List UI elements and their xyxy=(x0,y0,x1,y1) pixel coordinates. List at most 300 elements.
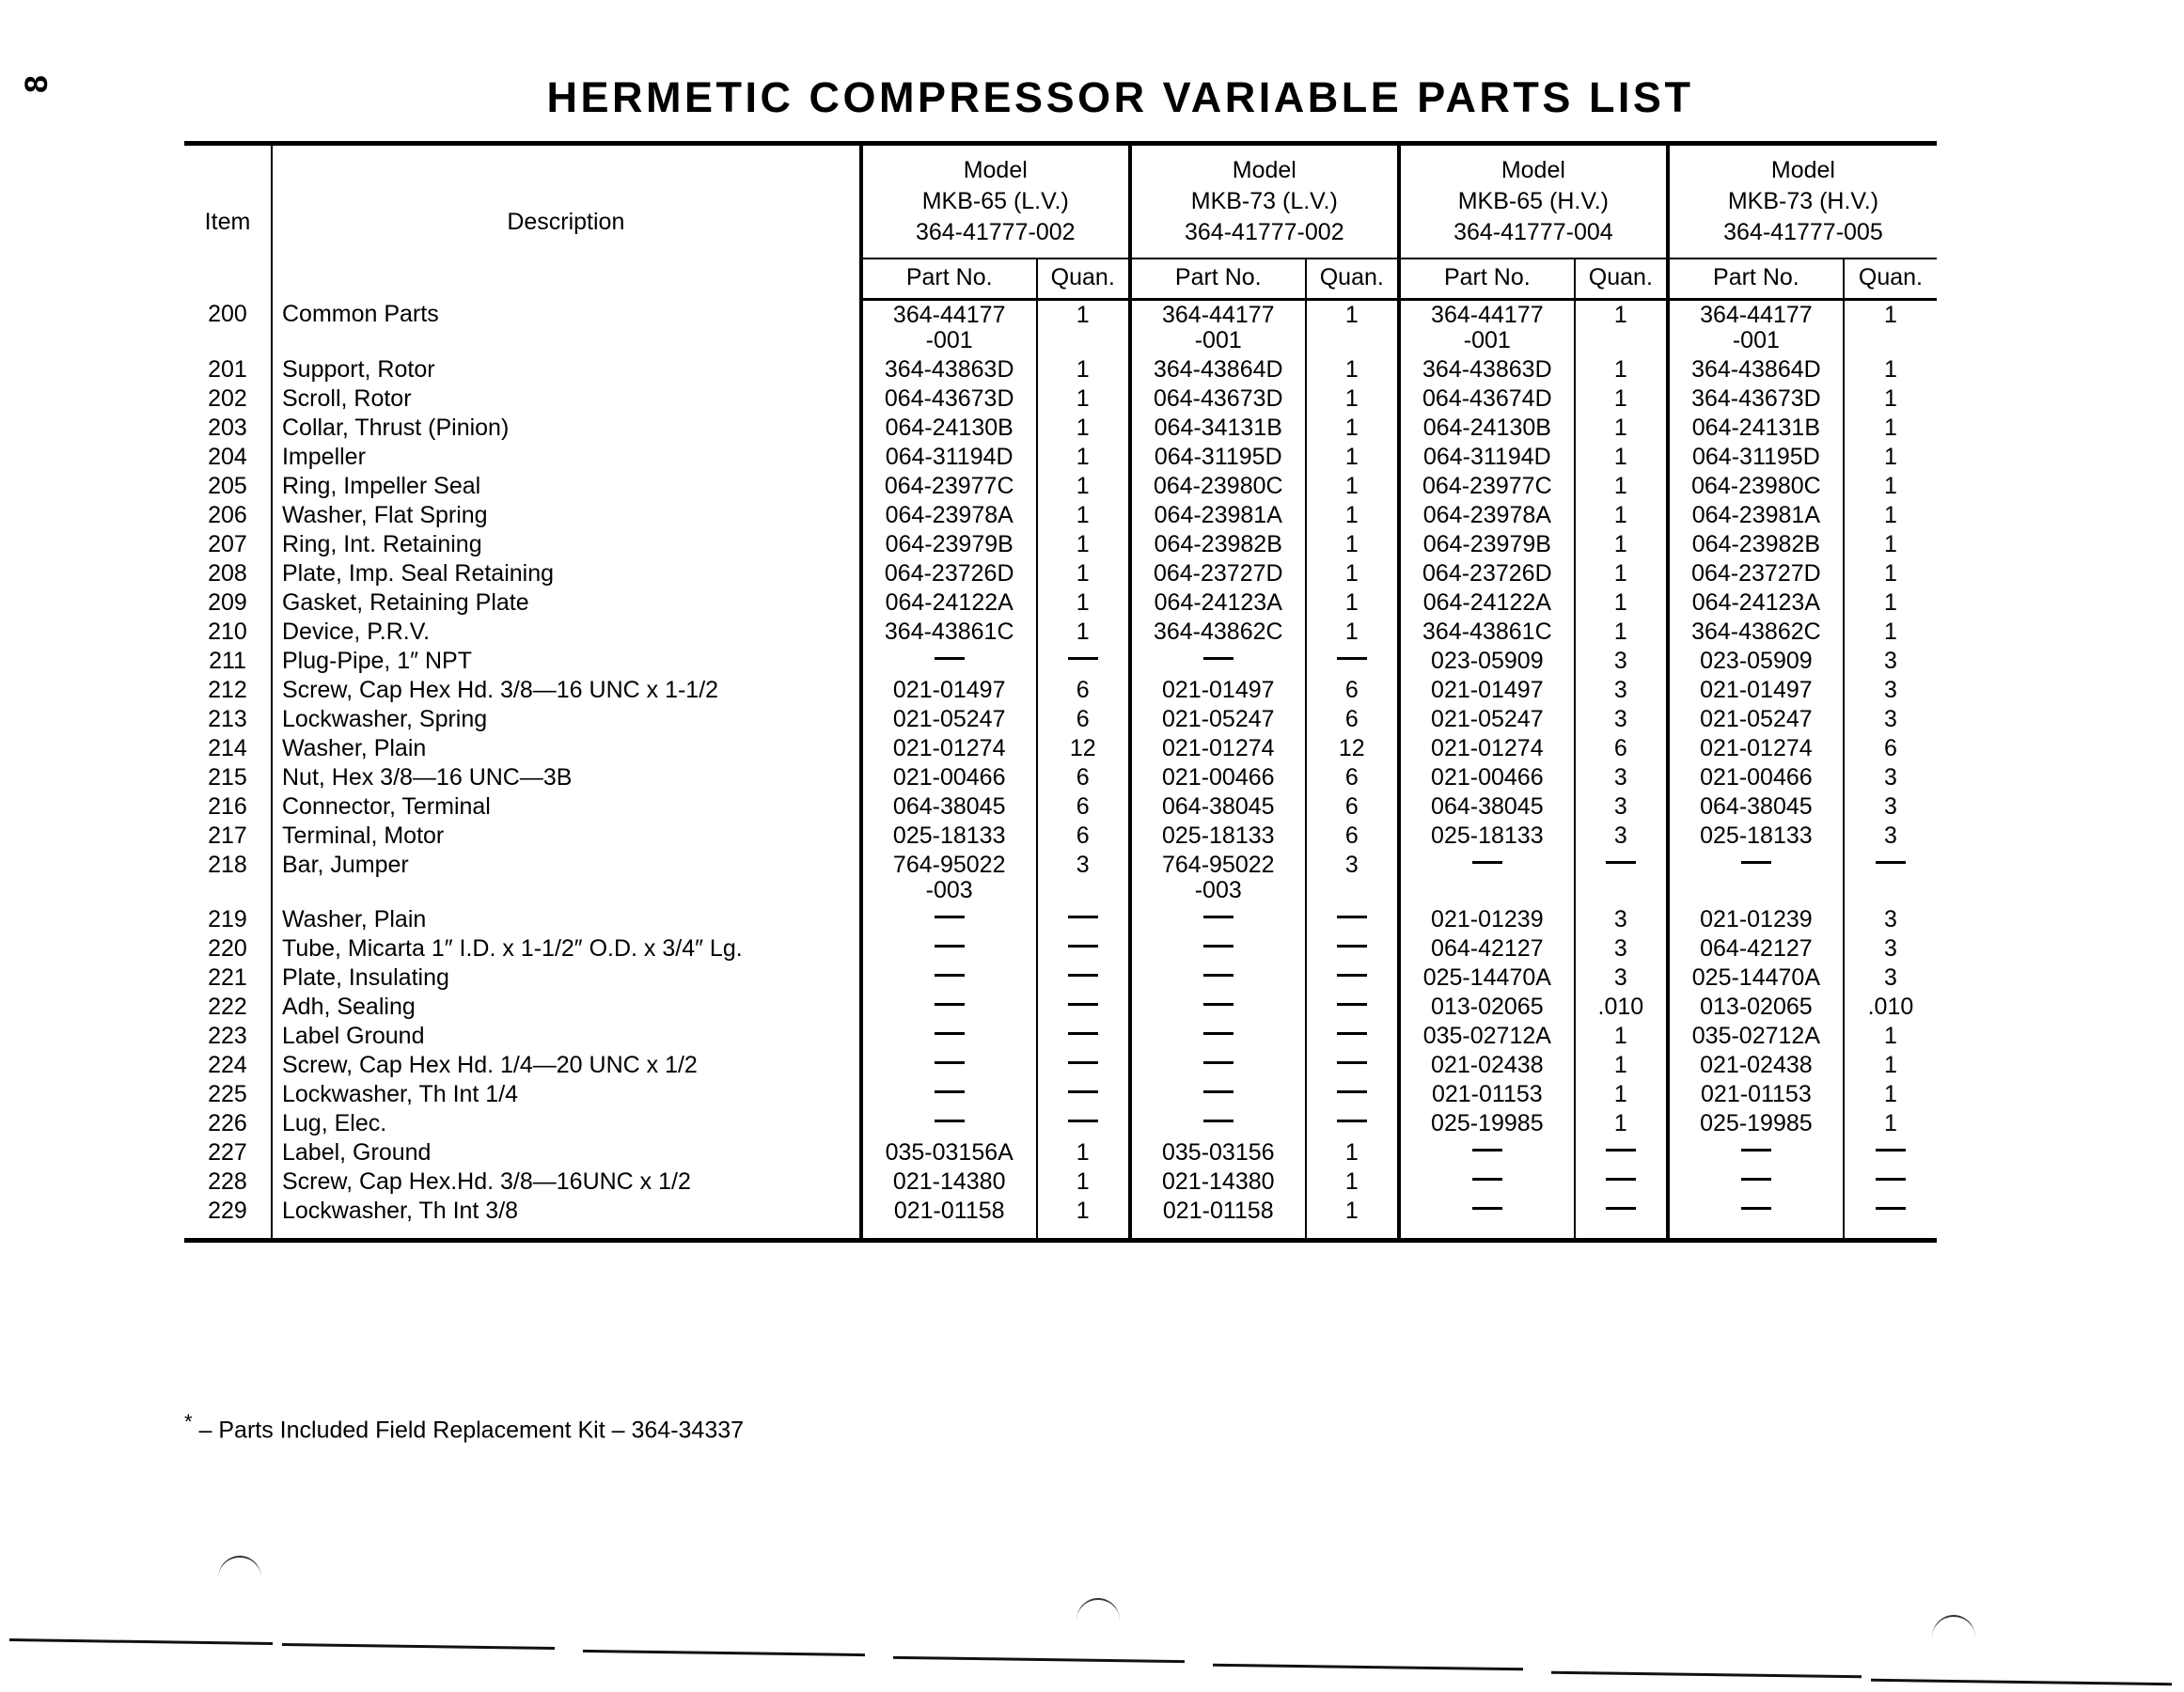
table-row xyxy=(184,1080,1937,1109)
cell-quantity xyxy=(1037,618,1130,647)
quantity: 1 xyxy=(1344,1168,1359,1195)
part-number: 064-31194D xyxy=(885,444,1013,470)
part-number: 025-14470A xyxy=(1691,964,1820,991)
part-number: 021-05247 xyxy=(1161,706,1275,732)
quantity: 6 xyxy=(1076,793,1090,820)
quantity: 1 xyxy=(1076,444,1090,470)
quantity: 1 xyxy=(1076,302,1090,328)
cell-item: 220 xyxy=(208,935,247,962)
empty-dash xyxy=(1068,916,1098,918)
cell-part-no xyxy=(1399,964,1575,993)
cell-item: 217 xyxy=(208,822,247,849)
cell-quantity xyxy=(1037,792,1130,822)
table-row xyxy=(184,443,1937,472)
cell-quantity xyxy=(1037,905,1130,934)
part-number: 364-43862C xyxy=(1691,619,1821,645)
quantity: 1 xyxy=(1613,302,1627,328)
part-number: 064-23726D xyxy=(884,560,1014,587)
empty-dash xyxy=(935,1032,965,1035)
part-number-continuation: -003 xyxy=(1194,877,1242,903)
cell-part-no xyxy=(861,588,1037,618)
quantity: .010 xyxy=(1597,994,1644,1020)
cell-part-no xyxy=(861,1167,1037,1197)
cell-quantity xyxy=(1306,1051,1399,1080)
cell-quantity xyxy=(1844,443,1937,472)
table-row xyxy=(184,1051,1937,1080)
quantity: 1 xyxy=(1344,302,1359,328)
empty-dash xyxy=(935,1061,965,1064)
cell-part-no xyxy=(1130,905,1306,934)
quantity: 1 xyxy=(1613,560,1627,587)
part-number: 064-23982B xyxy=(1154,531,1282,557)
part-number: 035-03156 xyxy=(1161,1139,1275,1166)
part-number: 064-23978A xyxy=(1422,502,1551,528)
cell-item: 223 xyxy=(208,1023,247,1049)
cell-quantity xyxy=(1306,647,1399,676)
cell-quantity xyxy=(1575,530,1668,559)
cell-quantity xyxy=(1306,1197,1399,1241)
cell-description: Lockwasher, Th Int 1/4 xyxy=(272,1080,861,1109)
cell-part-no xyxy=(1399,1197,1575,1241)
empty-dash xyxy=(1068,1090,1098,1093)
cell-quantity xyxy=(1306,851,1399,905)
cell-quantity xyxy=(1575,588,1668,618)
part-number: 035-02712A xyxy=(1691,1023,1820,1049)
cell-quantity xyxy=(1575,618,1668,647)
cell-quantity xyxy=(1306,559,1399,588)
cell-part-no xyxy=(1399,501,1575,530)
part-number: 021-14380 xyxy=(1161,1168,1275,1195)
cell-item: 224 xyxy=(208,1052,247,1078)
empty-dash xyxy=(1068,1120,1098,1122)
quantity: 6 xyxy=(1344,764,1359,791)
subheader-quan-4: Quan. xyxy=(1844,258,1937,300)
cell-part-no xyxy=(1130,355,1306,384)
table-row xyxy=(184,618,1937,647)
scan-artifact-line-7 xyxy=(1871,1679,2172,1685)
part-number: 021-00466 xyxy=(1700,764,1813,791)
empty-dash xyxy=(1472,1207,1502,1210)
cell-part-no xyxy=(1130,676,1306,705)
cell-item: 202 xyxy=(208,385,247,412)
cell-quantity xyxy=(1306,355,1399,384)
part-number: 021-01497 xyxy=(892,677,1006,703)
table-row xyxy=(184,934,1937,964)
quantity: 1 xyxy=(1613,1023,1627,1049)
scan-artifact-line-5 xyxy=(1213,1664,1523,1671)
cell-part-no xyxy=(1130,647,1306,676)
cell-part-no xyxy=(1130,822,1306,851)
quantity: 1 xyxy=(1344,531,1359,557)
empty-dash xyxy=(1606,1178,1636,1181)
cell-quantity xyxy=(1575,414,1668,443)
part-number: 021-00466 xyxy=(1161,764,1275,791)
cell-part-no xyxy=(1668,355,1844,384)
cell-quantity xyxy=(1844,300,1937,356)
cell-quantity xyxy=(1306,905,1399,934)
part-number: 013-02065 xyxy=(1700,994,1813,1020)
cell-quantity xyxy=(1844,530,1937,559)
cell-description: Scroll, Rotor xyxy=(272,384,861,414)
part-number: 364-43863D xyxy=(884,356,1014,383)
quantity: 3 xyxy=(1613,822,1627,849)
cell-quantity xyxy=(1037,414,1130,443)
cell-quantity xyxy=(1037,300,1130,356)
cell-quantity xyxy=(1575,705,1668,734)
table-row xyxy=(184,964,1937,993)
part-number: 021-01239 xyxy=(1700,906,1813,932)
part-number: 021-01153 xyxy=(1431,1081,1543,1107)
cell-quantity xyxy=(1575,676,1668,705)
quantity: 1 xyxy=(1883,356,1897,383)
cell-part-no xyxy=(1130,792,1306,822)
part-number: 064-31194D xyxy=(1422,444,1551,470)
cell-quantity xyxy=(1844,355,1937,384)
table-row xyxy=(184,414,1937,443)
cell-quantity xyxy=(1306,763,1399,792)
quantity: 1 xyxy=(1883,560,1897,587)
quantity: 1 xyxy=(1613,619,1627,645)
model-header-4 xyxy=(1668,144,1937,259)
empty-dash xyxy=(935,1003,965,1006)
cell-quantity xyxy=(1306,588,1399,618)
quantity: 6 xyxy=(1344,793,1359,820)
cell-quantity xyxy=(1306,964,1399,993)
cell-quantity xyxy=(1575,1167,1668,1197)
cell-quantity xyxy=(1844,905,1937,934)
scan-artifact-arc-2 xyxy=(1076,1598,1120,1621)
empty-dash xyxy=(1337,1120,1367,1122)
quantity: 3 xyxy=(1883,764,1897,791)
cell-part-no xyxy=(1399,1138,1575,1167)
cell-quantity xyxy=(1844,414,1937,443)
quantity: 1 xyxy=(1883,415,1897,441)
cell-item: 216 xyxy=(208,793,247,820)
quantity: 1 xyxy=(1613,502,1627,528)
table-row xyxy=(184,647,1937,676)
quantity: 1 xyxy=(1883,302,1897,328)
part-number: 021-05247 xyxy=(892,706,1006,732)
part-number: 023-05909 xyxy=(1431,648,1544,674)
cell-part-no xyxy=(1130,588,1306,618)
cell-part-no xyxy=(861,443,1037,472)
cell-item: 215 xyxy=(208,764,247,791)
table-row xyxy=(184,355,1937,384)
cell-quantity xyxy=(1037,530,1130,559)
model-header-2 xyxy=(1130,144,1399,259)
cell-quantity xyxy=(1844,618,1937,647)
quantity: 6 xyxy=(1076,764,1090,791)
empty-dash xyxy=(935,916,965,918)
cell-quantity xyxy=(1844,792,1937,822)
quantity: 1 xyxy=(1076,531,1090,557)
quantity: 1 xyxy=(1883,589,1897,616)
cell-part-no xyxy=(1399,618,1575,647)
cell-part-no xyxy=(1399,300,1575,356)
empty-dash xyxy=(1606,861,1636,864)
quantity: 3 xyxy=(1076,852,1090,878)
subheader-partno-4: Part No. xyxy=(1668,258,1844,300)
part-number: 021-01158 xyxy=(893,1198,1005,1224)
cell-part-no xyxy=(861,1051,1037,1080)
cell-quantity xyxy=(1575,993,1668,1022)
cell-quantity xyxy=(1037,501,1130,530)
cell-quantity xyxy=(1306,1167,1399,1197)
table-row xyxy=(184,300,1937,356)
cell-quantity xyxy=(1037,1138,1130,1167)
cell-part-no xyxy=(861,472,1037,501)
quantity: 1 xyxy=(1883,1052,1897,1078)
cell-quantity xyxy=(1037,763,1130,792)
cell-item: 212 xyxy=(208,677,247,703)
cell-part-no xyxy=(1130,414,1306,443)
cell-item: 207 xyxy=(208,531,247,557)
quantity: 3 xyxy=(1613,964,1627,991)
cell-part-no xyxy=(861,1138,1037,1167)
quantity: 6 xyxy=(1076,677,1090,703)
subheader-partno-3: Part No. xyxy=(1399,258,1575,300)
cell-part-no xyxy=(1399,934,1575,964)
cell-part-no xyxy=(1130,1167,1306,1197)
part-number: 064-23980C xyxy=(1153,473,1283,499)
cell-part-no xyxy=(1399,1022,1575,1051)
cell-quantity xyxy=(1575,559,1668,588)
column-header-item: Item xyxy=(204,209,251,236)
cell-part-no xyxy=(1668,1051,1844,1080)
cell-quantity xyxy=(1306,1138,1399,1167)
cell-item: 221 xyxy=(208,964,247,991)
quantity: 3 xyxy=(1883,935,1897,962)
cell-item: 213 xyxy=(208,706,247,732)
quantity: 3 xyxy=(1613,648,1627,674)
quantity: 1 xyxy=(1076,1139,1090,1166)
table-row xyxy=(184,763,1937,792)
cell-quantity xyxy=(1844,705,1937,734)
cell-description: Terminal, Motor xyxy=(272,822,861,851)
part-number: 035-03156A xyxy=(885,1139,1013,1166)
quantity: 1 xyxy=(1076,589,1090,616)
cell-part-no xyxy=(1668,705,1844,734)
cell-part-no xyxy=(1668,1022,1844,1051)
cell-part-no xyxy=(1668,647,1844,676)
cell-part-no xyxy=(1130,964,1306,993)
part-number: 021-05247 xyxy=(1700,706,1813,732)
part-number: 364-44177 xyxy=(1700,302,1813,328)
part-number: 064-38045 xyxy=(1161,793,1275,820)
footnote-marker: * xyxy=(184,1410,193,1434)
cell-quantity xyxy=(1037,384,1130,414)
cell-part-no xyxy=(1399,588,1575,618)
cell-description: Plug-Pipe, 1″ NPT xyxy=(272,647,861,676)
empty-dash xyxy=(1068,945,1098,948)
cell-part-no xyxy=(861,763,1037,792)
quantity: 3 xyxy=(1883,964,1897,991)
quantity: 3 xyxy=(1613,706,1627,732)
cell-part-no xyxy=(861,414,1037,443)
scan-artifact-line-1 xyxy=(9,1638,273,1645)
cell-part-no xyxy=(861,676,1037,705)
cell-part-no xyxy=(861,530,1037,559)
cell-quantity xyxy=(1844,1080,1937,1109)
model-header-3 xyxy=(1399,144,1668,259)
cell-quantity xyxy=(1306,822,1399,851)
cell-part-no xyxy=(1399,763,1575,792)
cell-description: Support, Rotor xyxy=(272,355,861,384)
part-number: 064-38045 xyxy=(892,793,1006,820)
empty-dash xyxy=(1337,945,1367,948)
part-number: 064-23982B xyxy=(1691,531,1820,557)
quantity: 3 xyxy=(1883,706,1897,732)
part-number: 364-43861C xyxy=(884,619,1014,645)
cell-description: Bar, Jumper xyxy=(272,851,861,905)
model-label-4: Model xyxy=(1770,157,1835,183)
cell-item: 222 xyxy=(208,994,247,1020)
cell-part-no xyxy=(1130,1051,1306,1080)
cell-quantity xyxy=(1037,1197,1130,1241)
table-row xyxy=(184,993,1937,1022)
cell-part-no xyxy=(1668,501,1844,530)
table-row xyxy=(184,734,1937,763)
cell-part-no xyxy=(1668,676,1844,705)
part-number: 364-43861C xyxy=(1422,619,1552,645)
cell-quantity xyxy=(1575,647,1668,676)
part-number: 021-01158 xyxy=(1162,1198,1274,1224)
model-partno-3: 364-41777-004 xyxy=(1453,219,1613,245)
cell-quantity xyxy=(1844,851,1937,905)
quantity: 1 xyxy=(1344,560,1359,587)
scan-artifact-arc-3 xyxy=(1932,1615,1975,1637)
empty-dash xyxy=(1068,657,1098,660)
quantity: 1 xyxy=(1344,1198,1359,1224)
table-row xyxy=(184,676,1937,705)
cell-quantity xyxy=(1575,1022,1668,1051)
subheader-quan-2: Quan. xyxy=(1306,258,1399,300)
cell-quantity xyxy=(1306,530,1399,559)
cell-part-no xyxy=(861,1080,1037,1109)
quantity: 1 xyxy=(1344,356,1359,383)
part-number: 064-24123A xyxy=(1691,589,1820,616)
part-number: 064-38045 xyxy=(1700,793,1813,820)
quantity: 1 xyxy=(1344,619,1359,645)
table-row xyxy=(184,1197,1937,1241)
model-partno-1: 364-41777-002 xyxy=(915,219,1076,245)
page-number: 8 xyxy=(18,75,55,93)
part-number: 064-23979B xyxy=(1422,531,1551,557)
cell-quantity xyxy=(1306,443,1399,472)
quantity: 3 xyxy=(1883,677,1897,703)
quantity: 12 xyxy=(1338,735,1365,761)
cell-quantity xyxy=(1306,1080,1399,1109)
part-number: 021-05247 xyxy=(1431,706,1544,732)
quantity: 6 xyxy=(1613,735,1627,761)
cell-part-no xyxy=(1130,472,1306,501)
cell-item: 203 xyxy=(208,415,247,441)
cell-part-no xyxy=(1130,1022,1306,1051)
part-number: 021-01274 xyxy=(1161,735,1275,761)
cell-part-no xyxy=(1130,618,1306,647)
quantity: 1 xyxy=(1344,502,1359,528)
part-number: 364-43862C xyxy=(1153,619,1283,645)
empty-dash xyxy=(935,1090,965,1093)
cell-part-no xyxy=(1668,905,1844,934)
cell-quantity xyxy=(1844,763,1937,792)
cell-part-no xyxy=(1668,763,1844,792)
cell-quantity xyxy=(1575,1109,1668,1138)
table-row xyxy=(184,1022,1937,1051)
cell-part-no xyxy=(1130,559,1306,588)
cell-item: 200 xyxy=(208,300,247,327)
quantity: 1 xyxy=(1076,560,1090,587)
cell-quantity xyxy=(1844,588,1937,618)
table-row xyxy=(184,472,1937,501)
cell-quantity xyxy=(1037,1051,1130,1080)
part-number: 064-24122A xyxy=(885,589,1013,616)
cell-description: Washer, Flat Spring xyxy=(272,501,861,530)
empty-dash xyxy=(1876,1207,1906,1210)
cell-quantity xyxy=(1844,1051,1937,1080)
quantity: 1 xyxy=(1883,531,1897,557)
empty-dash xyxy=(1472,1149,1502,1152)
part-number: 025-19985 xyxy=(1431,1110,1544,1136)
empty-dash xyxy=(1068,1003,1098,1006)
part-number: 035-02712A xyxy=(1422,1023,1551,1049)
cell-quantity xyxy=(1037,1167,1130,1197)
column-header-description: Description xyxy=(272,144,861,300)
quantity: 6 xyxy=(1883,735,1897,761)
cell-part-no xyxy=(1668,1138,1844,1167)
empty-dash xyxy=(1203,1120,1233,1122)
part-number: 064-23978A xyxy=(885,502,1013,528)
cell-quantity xyxy=(1844,822,1937,851)
part-number: 764-95022 xyxy=(1161,852,1275,878)
empty-dash xyxy=(1876,861,1906,864)
quantity: 1 xyxy=(1344,589,1359,616)
cell-description: Tube, Micarta 1″ I.D. x 1-1/2″ O.D. x 3/4″ Lg. xyxy=(272,934,861,964)
cell-item: 201 xyxy=(208,356,247,383)
footnote-text: – Parts Included Field Replacement Kit – 364-34337 xyxy=(198,1417,745,1444)
part-number: 013-02065 xyxy=(1431,994,1544,1020)
part-number: 025-19985 xyxy=(1700,1110,1813,1136)
quantity: 3 xyxy=(1883,648,1897,674)
cell-quantity xyxy=(1037,472,1130,501)
table-row xyxy=(184,1109,1937,1138)
part-number: 021-14380 xyxy=(892,1168,1006,1195)
quantity: 1 xyxy=(1613,531,1627,557)
cell-part-no xyxy=(861,734,1037,763)
cell-quantity xyxy=(1575,734,1668,763)
cell-part-no xyxy=(1130,501,1306,530)
empty-dash xyxy=(935,657,965,660)
cell-part-no xyxy=(861,1109,1037,1138)
cell-description: Plate, Insulating xyxy=(272,964,861,993)
cell-description: Lockwasher, Th Int 3/8 xyxy=(272,1197,861,1241)
cell-part-no xyxy=(861,792,1037,822)
cell-quantity xyxy=(1575,763,1668,792)
part-number-continuation: -003 xyxy=(925,877,973,903)
quantity: 1 xyxy=(1883,619,1897,645)
cell-description: Adh, Sealing xyxy=(272,993,861,1022)
scan-artifact-line-2 xyxy=(282,1643,555,1650)
table-row xyxy=(184,905,1937,934)
part-number: 364-44177 xyxy=(892,302,1006,328)
empty-dash xyxy=(1203,1032,1233,1035)
part-number: 064-24122A xyxy=(1422,589,1551,616)
cell-description: Lockwasher, Spring xyxy=(272,705,861,734)
subheader-quan-3: Quan. xyxy=(1575,258,1668,300)
part-number: 025-18133 xyxy=(1161,822,1275,849)
cell-part-no xyxy=(1399,472,1575,501)
cell-quantity xyxy=(1037,647,1130,676)
